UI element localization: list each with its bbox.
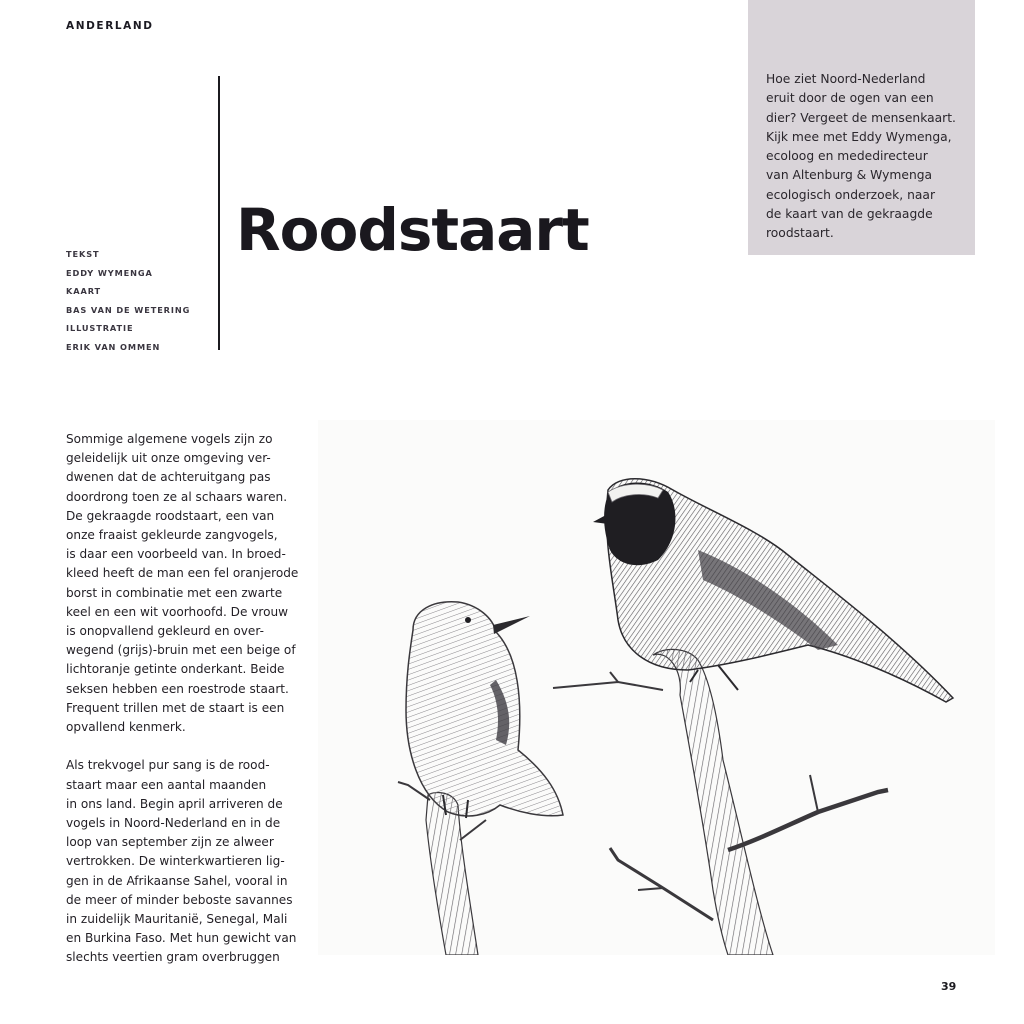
body-line: lichtoranje getinte onderkant. Beide [66, 662, 285, 677]
credit-author: EDDY WYMENGA [66, 267, 153, 278]
body-line: in ons land. Begin april arriveren de [66, 796, 283, 811]
body-line: seksen hebben een roestrode staart. [66, 681, 289, 696]
body-line: onze fraaist gekleurde zangvogels, [66, 528, 278, 543]
intro-line: dier? Vergeet de mensenkaart. [766, 110, 956, 125]
body-line: dwenen dat de achteruitgang pas [66, 470, 271, 485]
right-branch [553, 649, 888, 955]
vertical-divider [218, 76, 220, 350]
intro-line: eruit door de ogen van een [766, 91, 934, 106]
body-line: de meer of minder beboste savannes [66, 892, 293, 907]
body-line: keel en een wit voorhoofd. De vrouw [66, 604, 289, 619]
body-line: doordrong toen ze al schaars waren. [66, 489, 288, 504]
intro-line: Hoe ziet Noord-Nederland [766, 72, 926, 86]
body-line: in zuidelijk Mauritanië, Senegal, Mali [66, 912, 288, 927]
body-line: Frequent trillen met de staart is een [66, 700, 285, 715]
credits-list [66, 245, 190, 357]
body-line: Als trekvogel pur sang is de rood- [66, 758, 270, 773]
credit-role-text: TEKST [66, 249, 100, 259]
body-line: loop van september zijn ze alweer [66, 835, 274, 850]
body-line: Sommige algemene vogels zijn zo [66, 432, 273, 446]
intro-line: van Altenburg & Wymenga [766, 168, 933, 183]
body-line: opvallend kenmerk. [66, 720, 186, 735]
body-line: en Burkina Faso. Met hun gewicht van [66, 931, 297, 946]
intro-line: ecologisch onderzoek, naar [766, 187, 936, 202]
body-line: staart maar een aantal maanden [66, 777, 267, 792]
birds-on-branches-drawing [318, 420, 995, 955]
body-line: vogels in Noord-Nederland en in de [66, 816, 281, 831]
male-redstart-drawing [593, 479, 953, 702]
body-line: kleed heeft de man een fel oranjerode [66, 566, 299, 581]
intro-line: Kijk mee met Eddy Wymenga, [766, 129, 952, 144]
intro-line: ecoloog en mededirecteur [766, 149, 928, 164]
body-paragraph-1 [66, 430, 316, 737]
body-line: wegend (grijs)-bruin met een beige of [66, 643, 296, 658]
body-line: vertrokken. De winterkwartieren lig- [66, 854, 285, 869]
body-text-column [66, 430, 316, 987]
section-label: ANDERLAND [66, 20, 154, 32]
intro-line: roodstaart. [766, 226, 834, 241]
credit-role-illustration: ILLUSTRATIE [66, 323, 134, 334]
intro-text [766, 70, 966, 244]
page-number: 39 [941, 980, 957, 993]
body-line: De gekraagde roodstaart, een van [66, 508, 275, 523]
article-title: Roodstaart [236, 196, 589, 264]
body-line: gen in de Afrikaanse Sahel, vooral in [66, 873, 288, 888]
redstart-illustration [318, 420, 995, 955]
body-line: geleidelijk uit onze omgeving ver- [66, 451, 271, 466]
body-line: is daar een voorbeeld van. In broed- [66, 547, 286, 562]
female-redstart-drawing [406, 602, 563, 818]
body-line: borst in combinatie met een zwarte [66, 585, 283, 600]
body-line: is onopvallend gekleurd en over- [66, 624, 264, 639]
credit-illustrator: ERIK VAN OMMEN [66, 341, 161, 352]
intro-line: de kaart van de gekraagde [766, 207, 933, 222]
credit-role-map: KAART [66, 286, 102, 297]
body-line: slechts veertien gram overbruggen [66, 950, 280, 965]
credit-cartographer: BAS VAN DE WETERING [66, 304, 191, 315]
body-paragraph-2 [66, 756, 316, 967]
